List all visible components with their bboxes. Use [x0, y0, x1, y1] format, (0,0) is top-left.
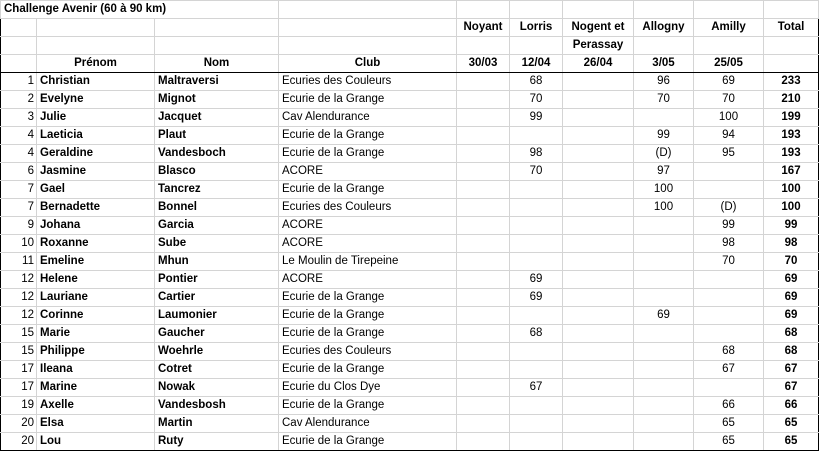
event-header-allogny[interactable]: Allogny — [634, 19, 694, 37]
table-row — [1, 127, 819, 145]
club-cell[interactable]: Ecurie de la Grange — [279, 433, 457, 451]
total-cell[interactable]: 67 — [764, 379, 819, 397]
club-cell[interactable]: Ecurie de la Grange — [279, 289, 457, 307]
score-cell[interactable]: 68 — [694, 343, 764, 361]
score-cell[interactable] — [563, 199, 634, 217]
nom-cell[interactable]: Tancrez — [155, 181, 279, 199]
prenom-cell[interactable]: Corinne — [37, 307, 155, 325]
total-cell[interactable]: 100 — [764, 181, 819, 199]
club-cell[interactable]: Cav Alendurance — [279, 415, 457, 433]
club-cell[interactable]: Ecuries des Couleurs — [279, 343, 457, 361]
club-cell[interactable]: ACORE — [279, 163, 457, 181]
score-cell[interactable] — [634, 253, 694, 271]
rank-cell[interactable]: 20 — [1, 433, 37, 451]
score-cell[interactable] — [634, 289, 694, 307]
table-row — [1, 163, 819, 181]
nom-cell[interactable]: Mignot — [155, 91, 279, 109]
score-cell[interactable]: 100 — [634, 199, 694, 217]
table-row — [1, 253, 819, 271]
rank-cell[interactable]: 12 — [1, 271, 37, 289]
nom-cell[interactable]: Mhun — [155, 253, 279, 271]
total-cell[interactable]: 68 — [764, 325, 819, 343]
total-cell[interactable]: 69 — [764, 271, 819, 289]
nom-cell[interactable]: Jacquet — [155, 109, 279, 127]
table-row — [1, 91, 819, 109]
score-cell[interactable]: (D) — [694, 199, 764, 217]
nom-cell[interactable]: Vandesbosh — [155, 397, 279, 415]
score-cell[interactable]: 65 — [694, 433, 764, 451]
score-cell[interactable] — [634, 343, 694, 361]
table-row — [1, 307, 819, 325]
header-row-1 — [1, 19, 819, 37]
nom-cell[interactable]: Martin — [155, 415, 279, 433]
score-cell[interactable] — [457, 199, 510, 217]
total-cell[interactable]: 65 — [764, 433, 819, 451]
prenom-cell[interactable]: Axelle — [37, 397, 155, 415]
prenom-cell[interactable]: Marine — [37, 379, 155, 397]
score-cell[interactable]: 70 — [510, 91, 563, 109]
nom-cell[interactable]: Woehrle — [155, 343, 279, 361]
total-cell[interactable]: 67 — [764, 361, 819, 379]
event-date-lorris[interactable]: 12/04 — [510, 55, 563, 73]
score-cell[interactable] — [694, 379, 764, 397]
club-cell[interactable]: Ecurie de la Grange — [279, 127, 457, 145]
score-cell[interactable]: 94 — [694, 127, 764, 145]
score-cell[interactable] — [634, 271, 694, 289]
prenom-cell[interactable]: Laeticia — [37, 127, 155, 145]
score-cell[interactable]: 69 — [510, 271, 563, 289]
prenom-cell[interactable]: Lou — [37, 433, 155, 451]
score-cell[interactable] — [563, 253, 634, 271]
rank-cell[interactable]: 17 — [1, 361, 37, 379]
rank-cell[interactable]: 12 — [1, 307, 37, 325]
score-cell[interactable]: 99 — [634, 127, 694, 145]
prenom-cell[interactable]: Johana — [37, 217, 155, 235]
table-row — [1, 271, 819, 289]
score-cell[interactable]: 65 — [694, 415, 764, 433]
rank-cell[interactable]: 1 — [1, 73, 37, 91]
score-cell[interactable] — [694, 181, 764, 199]
nom-cell[interactable]: Plaut — [155, 127, 279, 145]
total-cell[interactable]: 233 — [764, 73, 819, 91]
score-cell[interactable] — [563, 217, 634, 235]
nom-header[interactable]: Nom — [155, 55, 279, 73]
score-cell[interactable] — [563, 397, 634, 415]
score-cell[interactable] — [510, 217, 563, 235]
score-cell[interactable]: 96 — [634, 73, 694, 91]
nom-cell[interactable]: Ruty — [155, 433, 279, 451]
prenom-cell[interactable]: Geraldine — [37, 145, 155, 163]
score-cell[interactable] — [457, 289, 510, 307]
club-cell[interactable]: Cav Alendurance — [279, 109, 457, 127]
club-cell[interactable]: Ecurie du Clos Dye — [279, 379, 457, 397]
club-cell[interactable]: Le Moulin de Tirepeine — [279, 253, 457, 271]
score-cell[interactable] — [457, 433, 510, 451]
score-cell[interactable]: 68 — [510, 73, 563, 91]
table-row — [1, 181, 819, 199]
score-cell[interactable] — [457, 181, 510, 199]
score-cell[interactable] — [457, 163, 510, 181]
score-cell[interactable] — [563, 361, 634, 379]
club-cell[interactable]: Ecurie de la Grange — [279, 181, 457, 199]
nom-cell[interactable]: Gaucher — [155, 325, 279, 343]
score-cell[interactable] — [457, 127, 510, 145]
club-cell[interactable]: Ecurie de la Grange — [279, 361, 457, 379]
score-cell[interactable] — [563, 163, 634, 181]
score-cell[interactable]: 70 — [694, 91, 764, 109]
prenom-cell[interactable]: Philippe — [37, 343, 155, 361]
rank-cell[interactable]: 10 — [1, 235, 37, 253]
table-body — [1, 1, 819, 451]
score-cell[interactable] — [457, 109, 510, 127]
event-header-lorris[interactable]: Lorris — [510, 19, 563, 37]
total-cell[interactable]: 68 — [764, 343, 819, 361]
prenom-cell[interactable]: Evelyne — [37, 91, 155, 109]
nom-cell[interactable]: Bonnel — [155, 199, 279, 217]
score-cell[interactable]: 67 — [510, 379, 563, 397]
score-cell[interactable] — [510, 415, 563, 433]
score-cell[interactable] — [457, 343, 510, 361]
rank-cell[interactable]: 12 — [1, 289, 37, 307]
score-cell[interactable]: 98 — [510, 145, 563, 163]
total-cell[interactable]: 193 — [764, 145, 819, 163]
club-cell[interactable]: Ecurie de la Grange — [279, 145, 457, 163]
title-row — [1, 1, 819, 19]
score-cell[interactable] — [563, 343, 634, 361]
score-cell[interactable] — [563, 109, 634, 127]
rank-cell[interactable]: 11 — [1, 253, 37, 271]
club-cell[interactable]: Ecuries des Couleurs — [279, 199, 457, 217]
score-cell[interactable] — [457, 271, 510, 289]
prenom-cell[interactable]: Jasmine — [37, 163, 155, 181]
club-cell[interactable]: Ecurie de la Grange — [279, 325, 457, 343]
sheet-title[interactable]: Challenge Avenir (60 à 90 km) — [1, 1, 279, 19]
club-cell[interactable]: Ecurie de la Grange — [279, 91, 457, 109]
header-row-3 — [1, 55, 819, 73]
score-cell[interactable] — [457, 397, 510, 415]
score-cell[interactable] — [457, 217, 510, 235]
event-header-nogent-line2[interactable]: Perassay — [563, 37, 634, 55]
table-row — [1, 289, 819, 307]
table-row — [1, 433, 819, 451]
score-cell[interactable] — [457, 235, 510, 253]
rank-cell[interactable]: 3 — [1, 109, 37, 127]
score-cell[interactable] — [634, 379, 694, 397]
score-cell[interactable] — [563, 307, 634, 325]
prenom-cell[interactable]: Bernadette — [37, 199, 155, 217]
score-cell[interactable] — [457, 325, 510, 343]
score-cell[interactable]: 100 — [634, 181, 694, 199]
event-header-noyant[interactable]: Noyant — [457, 19, 510, 37]
score-cell[interactable] — [694, 289, 764, 307]
score-cell[interactable] — [634, 325, 694, 343]
score-cell[interactable] — [634, 433, 694, 451]
score-cell[interactable] — [510, 343, 563, 361]
total-cell[interactable]: 69 — [764, 307, 819, 325]
rank-cell[interactable]: 15 — [1, 325, 37, 343]
score-cell[interactable] — [694, 271, 764, 289]
table-row — [1, 397, 819, 415]
score-cell[interactable] — [510, 307, 563, 325]
table-row — [1, 379, 819, 397]
total-cell[interactable]: 99 — [764, 217, 819, 235]
table-row — [1, 343, 819, 361]
table-row — [1, 217, 819, 235]
score-cell[interactable]: 97 — [634, 163, 694, 181]
club-cell[interactable]: Ecuries des Couleurs — [279, 73, 457, 91]
score-cell[interactable] — [563, 433, 634, 451]
prenom-cell[interactable]: Elsa — [37, 415, 155, 433]
club-cell[interactable]: Ecurie de la Grange — [279, 397, 457, 415]
prenom-cell[interactable]: Christian — [37, 73, 155, 91]
prenom-cell[interactable]: Roxanne — [37, 235, 155, 253]
prenom-header[interactable]: Prénom — [37, 55, 155, 73]
event-date-amilly[interactable]: 25/05 — [694, 55, 764, 73]
score-cell[interactable] — [563, 325, 634, 343]
score-cell[interactable] — [563, 271, 634, 289]
nom-cell[interactable]: Pontier — [155, 271, 279, 289]
club-cell[interactable]: ACORE — [279, 271, 457, 289]
score-cell[interactable]: 68 — [510, 325, 563, 343]
rank-cell[interactable]: 19 — [1, 397, 37, 415]
event-date-nogent[interactable]: 26/04 — [563, 55, 634, 73]
score-cell[interactable] — [694, 307, 764, 325]
total-cell[interactable]: 69 — [764, 289, 819, 307]
total-cell[interactable]: 199 — [764, 109, 819, 127]
total-cell[interactable]: 193 — [764, 127, 819, 145]
total-cell[interactable]: 100 — [764, 199, 819, 217]
rank-cell[interactable]: 20 — [1, 415, 37, 433]
score-cell[interactable] — [563, 289, 634, 307]
nom-cell[interactable]: Cartier — [155, 289, 279, 307]
rank-cell[interactable]: 7 — [1, 199, 37, 217]
score-cell[interactable]: 70 — [694, 253, 764, 271]
score-cell[interactable] — [510, 253, 563, 271]
total-cell[interactable]: 167 — [764, 163, 819, 181]
score-cell[interactable] — [457, 253, 510, 271]
club-header[interactable]: Club — [279, 55, 457, 73]
rank-cell[interactable]: 7 — [1, 181, 37, 199]
club-cell[interactable]: ACORE — [279, 217, 457, 235]
event-date-allogny[interactable]: 3/05 — [634, 55, 694, 73]
score-cell[interactable]: 69 — [634, 307, 694, 325]
score-cell[interactable] — [634, 109, 694, 127]
score-cell[interactable] — [510, 361, 563, 379]
total-cell[interactable]: 65 — [764, 415, 819, 433]
score-cell[interactable] — [457, 91, 510, 109]
score-cell[interactable] — [563, 145, 634, 163]
nom-cell[interactable]: Laumonier — [155, 307, 279, 325]
table-row — [1, 145, 819, 163]
nom-cell[interactable]: Maltraversi — [155, 73, 279, 91]
prenom-cell[interactable]: Helene — [37, 271, 155, 289]
table-row — [1, 415, 819, 433]
score-cell[interactable] — [694, 163, 764, 181]
rank-cell[interactable]: 6 — [1, 163, 37, 181]
rank-cell[interactable]: 15 — [1, 343, 37, 361]
prenom-cell[interactable]: Marie — [37, 325, 155, 343]
score-cell[interactable] — [457, 73, 510, 91]
prenom-cell[interactable]: Emeline — [37, 253, 155, 271]
nom-cell[interactable]: Cotret — [155, 361, 279, 379]
score-cell[interactable] — [563, 127, 634, 145]
header-row-2 — [1, 37, 819, 55]
nom-cell[interactable]: Sube — [155, 235, 279, 253]
score-cell[interactable] — [563, 379, 634, 397]
total-cell[interactable]: 66 — [764, 397, 819, 415]
score-cell[interactable] — [510, 199, 563, 217]
score-cell[interactable] — [457, 379, 510, 397]
score-cell[interactable] — [510, 235, 563, 253]
score-cell[interactable] — [563, 73, 634, 91]
rank-cell[interactable]: 4 — [1, 145, 37, 163]
nom-cell[interactable]: Blasco — [155, 163, 279, 181]
score-cell[interactable] — [510, 433, 563, 451]
table-row — [1, 325, 819, 343]
rank-cell[interactable]: 17 — [1, 379, 37, 397]
score-cell[interactable]: 66 — [694, 397, 764, 415]
club-cell[interactable]: ACORE — [279, 235, 457, 253]
score-cell[interactable] — [634, 415, 694, 433]
score-cell[interactable] — [457, 145, 510, 163]
table-row — [1, 235, 819, 253]
score-cell[interactable] — [634, 397, 694, 415]
score-cell[interactable] — [510, 397, 563, 415]
nom-cell[interactable]: Nowak — [155, 379, 279, 397]
nom-cell[interactable]: Vandesboch — [155, 145, 279, 163]
rank-cell[interactable]: 4 — [1, 127, 37, 145]
event-date-noyant[interactable]: 30/03 — [457, 55, 510, 73]
score-cell[interactable] — [634, 361, 694, 379]
score-cell[interactable]: 70 — [510, 163, 563, 181]
score-cell[interactable] — [510, 181, 563, 199]
score-cell[interactable] — [634, 217, 694, 235]
score-cell[interactable] — [457, 361, 510, 379]
event-header-nogent[interactable]: Nogent et — [563, 19, 634, 37]
rank-cell[interactable]: 9 — [1, 217, 37, 235]
score-cell[interactable]: 98 — [694, 235, 764, 253]
total-cell[interactable]: 98 — [764, 235, 819, 253]
score-cell[interactable]: 70 — [634, 91, 694, 109]
score-cell[interactable] — [563, 415, 634, 433]
prenom-cell[interactable]: Ileana — [37, 361, 155, 379]
score-cell[interactable]: (D) — [634, 145, 694, 163]
total-header[interactable]: Total — [764, 19, 819, 37]
score-cell[interactable] — [457, 415, 510, 433]
table-row — [1, 73, 819, 91]
score-cell[interactable] — [457, 307, 510, 325]
score-cell[interactable]: 67 — [694, 361, 764, 379]
score-cell[interactable]: 100 — [694, 109, 764, 127]
score-cell[interactable] — [563, 235, 634, 253]
prenom-cell[interactable]: Lauriane — [37, 289, 155, 307]
prenom-cell[interactable]: Gael — [37, 181, 155, 199]
rank-cell[interactable]: 2 — [1, 91, 37, 109]
score-cell[interactable]: 69 — [510, 289, 563, 307]
table-row — [1, 361, 819, 379]
score-cell[interactable] — [510, 127, 563, 145]
score-cell[interactable]: 95 — [694, 145, 764, 163]
score-cell[interactable]: 69 — [694, 73, 764, 91]
event-header-amilly[interactable]: Amilly — [694, 19, 764, 37]
score-cell[interactable] — [563, 181, 634, 199]
score-cell[interactable]: 99 — [694, 217, 764, 235]
score-cell[interactable] — [694, 325, 764, 343]
table-row — [1, 109, 819, 127]
nom-cell[interactable]: Garcia — [155, 217, 279, 235]
total-cell[interactable]: 210 — [764, 91, 819, 109]
prenom-cell[interactable]: Julie — [37, 109, 155, 127]
club-cell[interactable]: Ecurie de la Grange — [279, 307, 457, 325]
score-cell[interactable] — [634, 235, 694, 253]
table-row — [1, 199, 819, 217]
score-cell[interactable]: 99 — [510, 109, 563, 127]
score-cell[interactable] — [563, 91, 634, 109]
total-cell[interactable]: 70 — [764, 253, 819, 271]
